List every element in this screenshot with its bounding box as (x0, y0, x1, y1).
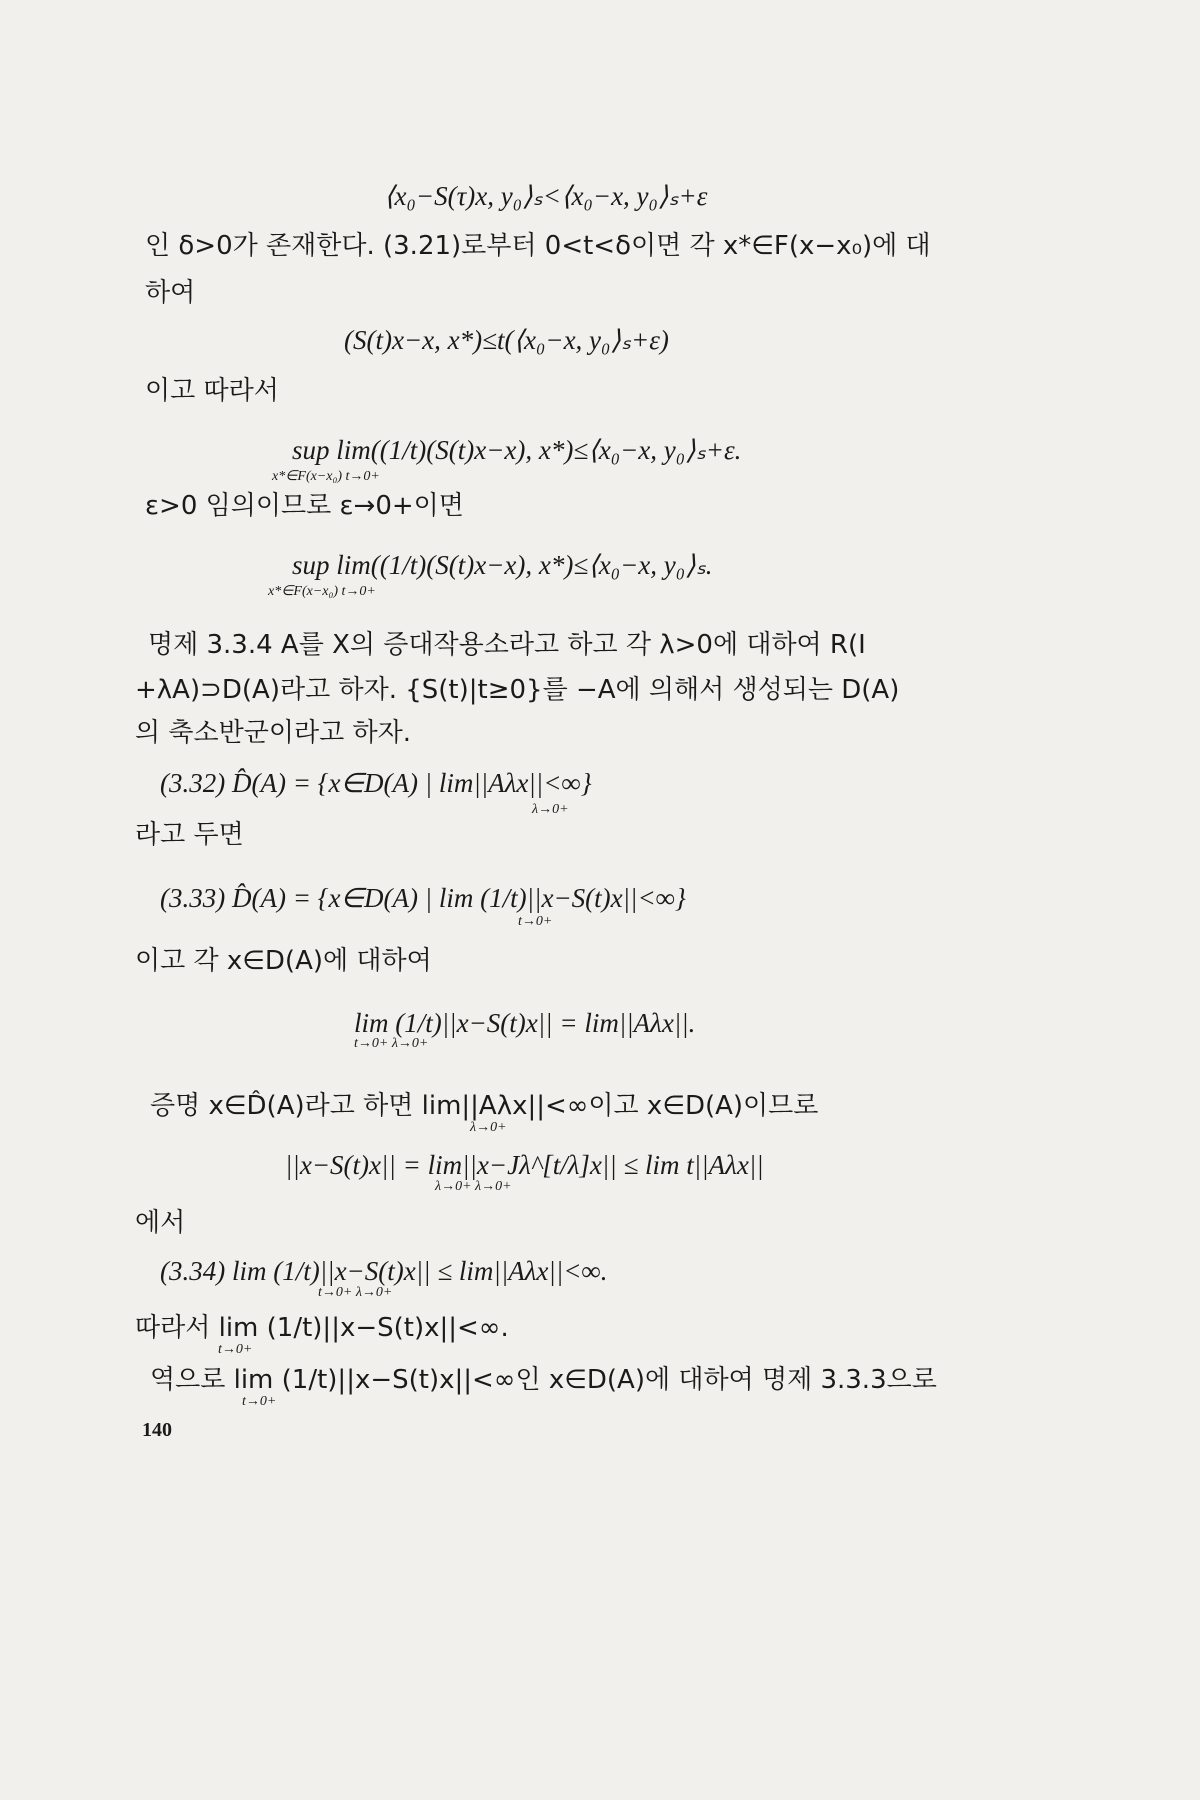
proof-line: 증명 x∈D̂(A)라고 하면 lim||Aλx||<∞이고 x∈D(A)이므로 (150, 1091, 819, 1121)
equation-subscript: t→0+ (242, 1394, 277, 1409)
text-line: 역으로 lim (1/t)||x−S(t)x||<∞인 x∈D(A)에 대하여 명제 3.3.3으로 (150, 1365, 937, 1395)
text-line: 하여 (145, 278, 196, 308)
numbered-equation: (3.32) D̂(A) = {x∈D(A) | lim||Aλx||<∞} (160, 768, 592, 798)
text-line: 에서 (135, 1208, 186, 1238)
equation-line: lim (1/t)||x−S(t)x|| = lim||Aλx||. (354, 1008, 696, 1038)
text-line: 이고 따라서 (145, 376, 279, 406)
text-line: 라고 두면 (135, 820, 244, 850)
text-line: ε>0 임의이므로 ε→0+이면 (145, 491, 464, 521)
page-number: 140 (142, 1419, 172, 1441)
numbered-equation: (3.34) lim (1/t)||x−S(t)x|| ≤ lim||Aλx||<∞. (160, 1256, 608, 1286)
numbered-equation: (3.33) D̂(A) = {x∈D(A) | lim (1/t)||x−S(t)x||<∞} (160, 883, 686, 913)
text-line: 이고 각 x∈D(A)에 대하여 (135, 946, 432, 976)
equation-line: (S(t)x−x, x*)≤t(⟨x₀−x, y₀⟩ₛ+ε) (344, 325, 669, 355)
equation-subscript: λ→0+ λ→0+ (435, 1179, 512, 1194)
equation-subscript: t→0+ λ→0+ (318, 1285, 393, 1300)
equation-line: sup lim((1/t)(S(t)x−x), x*)≤⟨x₀−x, y₀⟩ₛ+ε. (292, 435, 742, 465)
text-line: 따라서 lim (1/t)||x−S(t)x||<∞. (135, 1313, 509, 1343)
equation-line: sup lim((1/t)(S(t)x−x), x*)≤⟨x₀−x, y₀⟩ₛ. (292, 550, 713, 580)
equation-subscript: t→0+ λ→0+ (354, 1036, 429, 1051)
equation-subscript: x*∈F(x−x₀) t→0+ (268, 584, 376, 599)
equation-subscript: λ→0+ (470, 1120, 507, 1135)
equation-subscript: t→0+ (218, 1342, 253, 1357)
proposition-line: 명제 3.3.4 A를 X의 증대작용소라고 하고 각 λ>0에 대하여 R(I (148, 630, 866, 660)
text-line: 인 δ>0가 존재한다. (3.21)로부터 0<t<δ이면 각 x*∈F(x−x₀)에 대 (145, 231, 931, 261)
equation-subscript: λ→0+ (532, 802, 569, 817)
equation-line: ⟨x₀−S(τ)x, y₀⟩ₛ<⟨x₀−x, y₀⟩ₛ+ε (384, 181, 708, 211)
text-line: 의 축소반군이라고 하자. (135, 718, 411, 748)
equation-subscript: x*∈F(x−x₀) t→0+ (272, 469, 380, 484)
equation-subscript: t→0+ (518, 914, 553, 929)
text-line: +λA)⊃D(A)라고 하자. {S(t)|t≥0}를 −A에 의해서 생성되는 D(A) (135, 675, 900, 705)
equation-line: ||x−S(t)x|| = lim||x−Jλ^[t/λ]x|| ≤ lim t||Aλx|| (285, 1150, 764, 1180)
